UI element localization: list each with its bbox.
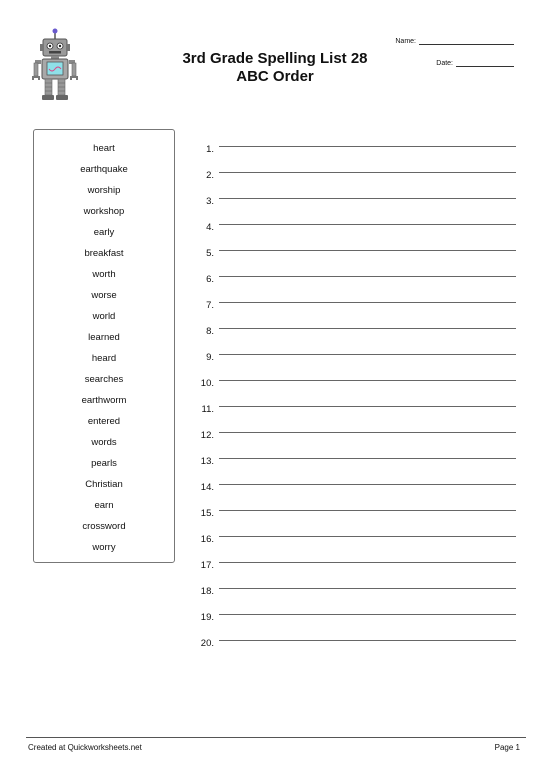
answer-line[interactable] bbox=[219, 535, 516, 537]
answer-number: 10. bbox=[200, 378, 214, 389]
answer-line[interactable] bbox=[219, 509, 516, 511]
answer-row[interactable] bbox=[190, 419, 516, 445]
word-item: entered bbox=[87, 416, 121, 427]
answer-number: 16. bbox=[200, 534, 214, 545]
word-item: heart bbox=[93, 143, 115, 154]
answer-row[interactable] bbox=[190, 185, 516, 211]
answer-row[interactable] bbox=[190, 211, 516, 237]
answer-line[interactable] bbox=[219, 249, 516, 251]
answer-number: 13. bbox=[200, 456, 214, 467]
answer-number: 18. bbox=[200, 586, 214, 597]
word-item: breakfast bbox=[84, 248, 124, 259]
page-number: Page 1 bbox=[494, 743, 520, 752]
answer-line[interactable] bbox=[219, 613, 516, 615]
answer-row[interactable] bbox=[190, 315, 516, 341]
answer-line[interactable] bbox=[219, 587, 516, 589]
answer-row[interactable] bbox=[190, 575, 516, 601]
word-item: worth bbox=[92, 269, 116, 280]
date-label: Date: bbox=[436, 60, 453, 67]
answer-row[interactable] bbox=[190, 471, 516, 497]
robot-logo-icon bbox=[30, 28, 80, 103]
answer-row[interactable] bbox=[190, 497, 516, 523]
answer-line[interactable] bbox=[219, 457, 516, 459]
footer-credit: Created at Quickworksheets.net bbox=[28, 743, 142, 752]
word-item: heard bbox=[91, 353, 117, 364]
answer-line[interactable] bbox=[219, 301, 516, 303]
word-item: early bbox=[93, 227, 115, 238]
word-item: learned bbox=[88, 332, 120, 343]
word-item: worry bbox=[92, 542, 116, 553]
answer-line[interactable] bbox=[219, 379, 516, 381]
answer-number: 4. bbox=[206, 222, 214, 233]
word-item: world bbox=[92, 311, 116, 322]
date-line[interactable] bbox=[456, 59, 514, 67]
answer-number: 17. bbox=[200, 560, 214, 571]
answer-line[interactable] bbox=[219, 327, 516, 329]
word-item: earthquake bbox=[80, 164, 128, 175]
answer-number: 6. bbox=[206, 274, 214, 285]
answer-number: 20. bbox=[200, 638, 214, 649]
answer-line[interactable] bbox=[219, 353, 516, 355]
footer-divider bbox=[26, 737, 526, 738]
word-item: searches bbox=[84, 374, 124, 385]
answer-row[interactable] bbox=[190, 627, 516, 653]
word-item: words bbox=[91, 437, 117, 448]
word-item: pearls bbox=[91, 458, 117, 469]
answer-line[interactable] bbox=[219, 145, 516, 147]
answer-row[interactable] bbox=[190, 133, 516, 159]
page-subtitle: ABC Order bbox=[236, 68, 314, 85]
answer-number: 2. bbox=[206, 170, 214, 181]
answer-number: 3. bbox=[206, 196, 214, 207]
answer-line[interactable] bbox=[219, 639, 516, 641]
answer-line[interactable] bbox=[219, 223, 516, 225]
answer-number: 8. bbox=[206, 326, 214, 337]
answer-line[interactable] bbox=[219, 171, 516, 173]
answer-row[interactable] bbox=[190, 159, 516, 185]
answer-line[interactable] bbox=[219, 405, 516, 407]
answer-row[interactable] bbox=[190, 601, 516, 627]
answer-row[interactable] bbox=[190, 393, 516, 419]
date-field[interactable] bbox=[436, 59, 514, 67]
word-item: crossword bbox=[82, 521, 126, 532]
answer-number: 1. bbox=[206, 144, 214, 155]
answer-row[interactable] bbox=[190, 263, 516, 289]
word-item: earn bbox=[94, 500, 114, 511]
word-list bbox=[34, 139, 174, 559]
name-line[interactable] bbox=[419, 37, 514, 45]
answer-number: 9. bbox=[206, 352, 214, 363]
answer-row[interactable] bbox=[190, 445, 516, 471]
answer-row[interactable] bbox=[190, 341, 516, 367]
answer-row[interactable] bbox=[190, 523, 516, 549]
word-item: workshop bbox=[83, 206, 125, 217]
word-item: worship bbox=[87, 185, 121, 196]
answer-line[interactable] bbox=[219, 275, 516, 277]
answer-row[interactable] bbox=[190, 289, 516, 315]
answer-number: 5. bbox=[206, 248, 214, 259]
answer-number: 11. bbox=[201, 404, 214, 415]
answer-number: 12. bbox=[200, 430, 214, 441]
answer-number: 14. bbox=[200, 482, 214, 493]
title-block bbox=[160, 50, 390, 86]
answer-number: 19. bbox=[200, 612, 214, 623]
word-item: earthworm bbox=[81, 395, 127, 406]
answer-row[interactable] bbox=[190, 549, 516, 575]
page-title: 3rd Grade Spelling List 28 bbox=[182, 50, 368, 67]
answer-line[interactable] bbox=[219, 197, 516, 199]
word-item: worse bbox=[91, 290, 117, 301]
word-bank bbox=[33, 129, 175, 563]
name-field[interactable] bbox=[395, 37, 514, 45]
name-label: Name: bbox=[395, 38, 416, 45]
answer-number: 15. bbox=[200, 508, 214, 519]
answer-number: 7. bbox=[206, 300, 214, 311]
answer-line[interactable] bbox=[219, 561, 516, 563]
answer-row[interactable] bbox=[190, 367, 516, 393]
answer-list bbox=[190, 133, 516, 653]
answer-row[interactable] bbox=[190, 237, 516, 263]
word-item: Christian bbox=[85, 479, 123, 490]
answer-line[interactable] bbox=[219, 431, 516, 433]
answer-line[interactable] bbox=[219, 483, 516, 485]
